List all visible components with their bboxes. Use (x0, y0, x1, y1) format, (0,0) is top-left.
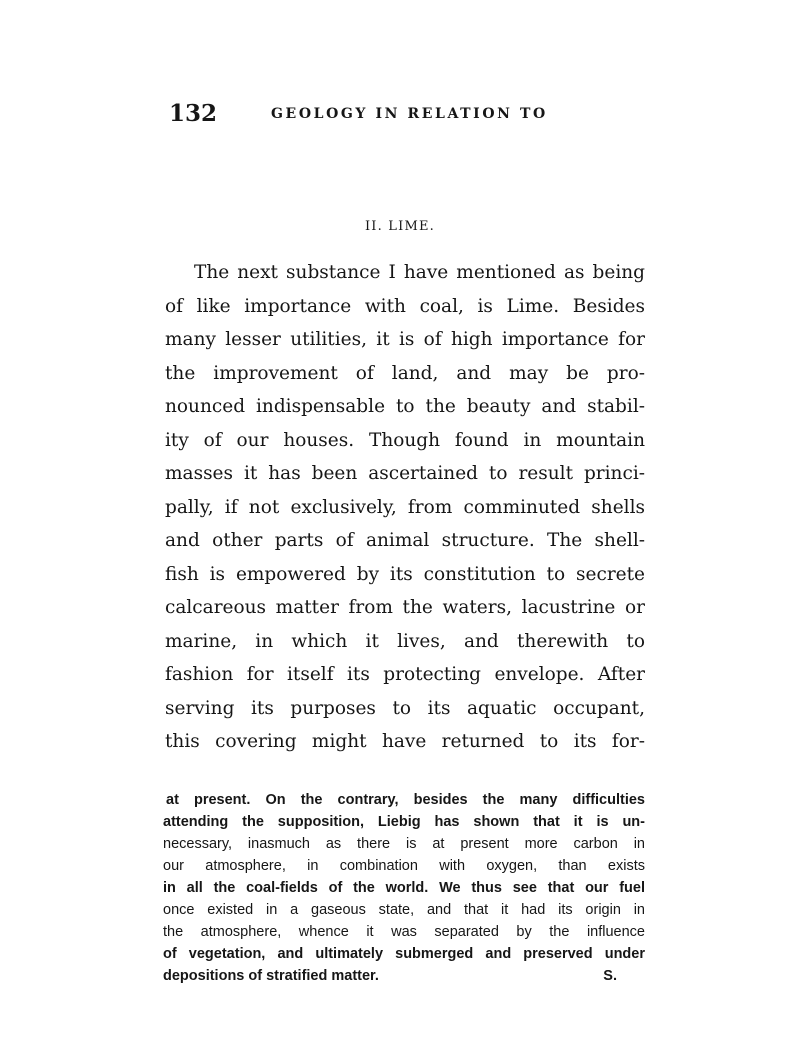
footnote-line: once existed in a gaseous state, and that it had its origin in (163, 902, 645, 918)
body-line: the improvement of land, and may be pro- (165, 362, 645, 384)
body-line: The next substance I have mentioned as being (194, 262, 645, 283)
footnote-last-line (163, 965, 645, 987)
running-title: GEOLOGY IN RELATION TO (271, 106, 548, 122)
body-line: nounced indispensable to the beauty and stabil- (165, 396, 645, 417)
footnote-line: necessary, inasmuch as there is at present more carbon in (163, 836, 645, 852)
body-line: calcareous matter from the waters, lacustrine or (165, 597, 645, 618)
footnote-signature: S. (603, 968, 617, 984)
body-line: fish is empowered by its constitution to secrete (165, 563, 645, 585)
body-line: serving its purposes to its aquatic occupant, (165, 697, 645, 719)
body-line: masses it has been ascertained to result princi- (165, 463, 645, 484)
page-number: 132 (169, 100, 218, 127)
footnote (163, 789, 645, 987)
body-line: ity of our houses. Though found in mountain (165, 429, 645, 451)
body-line: fashion for itself its protecting envelope. After (165, 664, 645, 685)
section-heading (0, 219, 800, 234)
body-paragraph (165, 256, 645, 759)
body-line: this covering might have returned to its for- (165, 731, 645, 752)
footnote-line: at present. On the contrary, besides the many difficulties (166, 792, 645, 808)
body-line: pally, if not exclusively, from comminuted shells (165, 496, 645, 518)
running-head (169, 100, 649, 134)
footnote-last-text: depositions of stratified matter. (163, 968, 379, 984)
footnote-line: of vegetation, and ultimately submerged and preserved under (163, 946, 645, 962)
section-heading-text: II. LIME. (364, 219, 436, 234)
footnote-line: in all the coal-fields of the world. We thus see that our fuel (163, 880, 645, 896)
body-line: many lesser utilities, it is of high importance for (165, 329, 645, 350)
footnote-line: attending the supposition, Liebig has shown that it is un- (163, 814, 645, 830)
body-line: of like importance with coal, is Lime. Besides (165, 295, 645, 317)
body-line: marine, in which it lives, and therewith to (165, 630, 645, 652)
footnote-line: our atmosphere, in combination with oxygen, than exists (163, 858, 645, 874)
footnote-line: the atmosphere, whence it was separated by the influence (163, 924, 645, 940)
body-line: and other parts of animal structure. The shell- (165, 530, 645, 551)
